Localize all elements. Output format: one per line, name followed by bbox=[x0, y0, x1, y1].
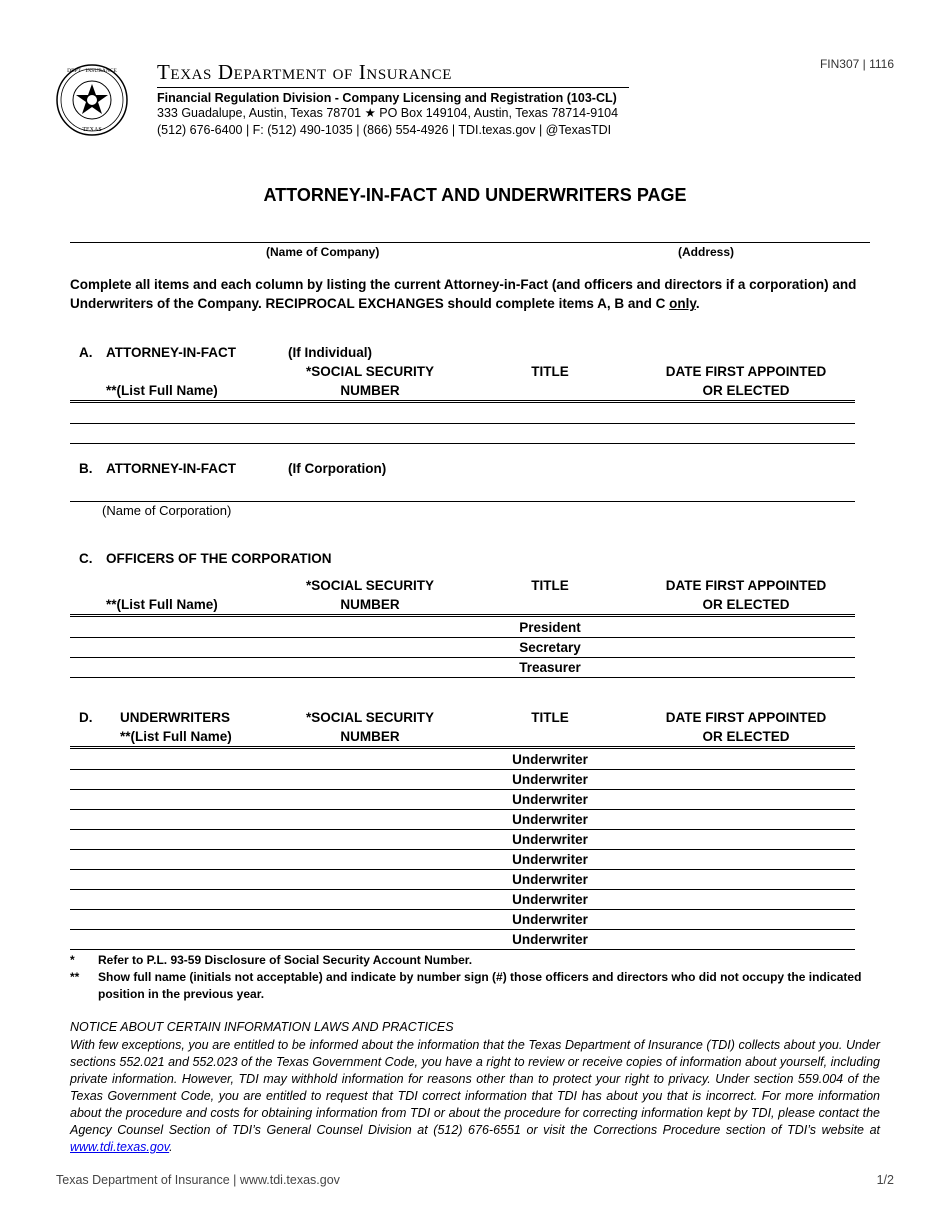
footnote-1 bbox=[70, 952, 880, 969]
notice-body bbox=[70, 1037, 880, 1156]
footer-agency: Texas Department of Insurance | www.tdi.texas.gov bbox=[56, 1173, 340, 1187]
section-a-entry-line[interactable] bbox=[70, 443, 855, 444]
footnote-2-mark: ** bbox=[70, 970, 80, 984]
page-title: ATTORNEY-IN-FACT AND UNDERWRITERS PAGE bbox=[263, 185, 687, 205]
section-d-date-header bbox=[645, 708, 847, 746]
section-b-heading: ATTORNEY-IN-FACT bbox=[106, 461, 236, 476]
underwriter-row-title: Underwriter bbox=[512, 832, 588, 847]
underwriter-row-title: Underwriter bbox=[512, 912, 588, 927]
section-c-letter: C. bbox=[79, 551, 93, 566]
section-d-name-header: **(List Full Name) bbox=[120, 729, 232, 744]
texas-seal-icon bbox=[55, 58, 129, 142]
section-a-header-rule bbox=[70, 400, 855, 404]
notice-heading: NOTICE ABOUT CERTAIN INFORMATION LAWS AND PRACTICES bbox=[70, 1020, 454, 1034]
underwriter-row-line[interactable] bbox=[70, 949, 855, 950]
footnote-2 bbox=[70, 969, 880, 1003]
ssn-header-line2: NUMBER bbox=[340, 597, 400, 612]
section-d-ssn-header bbox=[290, 708, 450, 746]
instructions-emphasis: only bbox=[669, 296, 696, 311]
section-c-name-header: **(List Full Name) bbox=[106, 597, 218, 612]
underwriter-row-title: Underwriter bbox=[512, 852, 588, 867]
section-a-heading: ATTORNEY-IN-FACT bbox=[106, 345, 236, 360]
ssn-header-line1: *SOCIAL SECURITY bbox=[305, 710, 435, 725]
officer-row-title: Treasurer bbox=[519, 660, 581, 675]
underwriter-row-line[interactable] bbox=[70, 789, 855, 790]
footnote-2-text: Show full name (initials not acceptable) and indicate by number sign (#) those officers and directors who did not occupy the indicated position in the previous year. bbox=[98, 970, 862, 1001]
ssn-header-line2: NUMBER bbox=[340, 383, 400, 398]
section-c-date-header bbox=[645, 576, 847, 614]
section-a-date-header bbox=[645, 362, 847, 400]
agency-header bbox=[157, 60, 629, 139]
ssn-header-line1: *SOCIAL SECURITY bbox=[305, 578, 435, 593]
underwriter-row-title: Underwriter bbox=[512, 892, 588, 907]
officer-row-title: Secretary bbox=[519, 640, 581, 655]
section-c-title-header: TITLE bbox=[531, 578, 569, 593]
underwriter-row-title: Underwriter bbox=[512, 872, 588, 887]
underwriter-row-title: Underwriter bbox=[512, 812, 588, 827]
date-header-line1: DATE FIRST APPOINTED bbox=[665, 710, 827, 725]
underwriter-row-line[interactable] bbox=[70, 849, 855, 850]
underwriter-row-line[interactable] bbox=[70, 869, 855, 870]
agency-name: Texas Department of Insurance bbox=[157, 60, 629, 88]
company-name-label: (Name of Company) bbox=[266, 245, 380, 259]
section-a-qualifier: (If Individual) bbox=[288, 345, 372, 360]
svg-text:DEPT · INSURANCE: DEPT · INSURANCE bbox=[67, 68, 117, 74]
section-c-header-rule bbox=[70, 614, 855, 618]
notice-text: With few exceptions, you are entitled to be informed about the information that the Texas Department of Insurance (TDI) collects about you. Under sections 552.021 and 552.023 of the Texas Government Code, you have a right to review or receive copies of information about yourself, including private information. However, TDI may withhold information for reasons other than to protect your right to privacy. Under section 559.004 of the Texas Government Code, you are entitled to request that TDI correct information that TDI has about you that is incorrect. For more information about the procedure and costs for obtaining information from TDI or about the procedure for correcting information kept by TDI, please contact the Agency Counsel Section of TDI’s General Counsel Division at (512) 676-6551 or visit the Corrections Procedure section of TDI’s website at bbox=[70, 1038, 880, 1137]
officer-row-line[interactable] bbox=[70, 677, 855, 678]
instructions bbox=[70, 275, 870, 313]
notice-end: . bbox=[169, 1140, 173, 1154]
section-d-heading: UNDERWRITERS bbox=[120, 710, 231, 725]
date-header-line2: OR ELECTED bbox=[702, 597, 790, 612]
ssn-header-line1: *SOCIAL SECURITY bbox=[305, 364, 435, 379]
underwriter-row-title: Underwriter bbox=[512, 772, 588, 787]
underwriter-row-title: Underwriter bbox=[512, 932, 588, 947]
date-header-line1: DATE FIRST APPOINTED bbox=[665, 364, 827, 379]
date-header-line1: DATE FIRST APPOINTED bbox=[665, 578, 827, 593]
ssn-header-line2: NUMBER bbox=[340, 729, 400, 744]
underwriter-row-title: Underwriter bbox=[512, 752, 588, 767]
section-d-title-header: TITLE bbox=[531, 710, 569, 725]
footnote-1-text: Refer to P.L. 93-59 Disclosure of Social Security Account Number. bbox=[98, 953, 473, 967]
agency-contact: (512) 676-6400 | F: (512) 490-1035 | (866) 554-4926 | TDI.texas.gov | @TexasTDI bbox=[157, 123, 612, 137]
underwriter-row-line[interactable] bbox=[70, 829, 855, 830]
underwriter-row-line[interactable] bbox=[70, 889, 855, 890]
svg-text:TEXAS: TEXAS bbox=[82, 127, 102, 133]
officer-row-line[interactable] bbox=[70, 637, 855, 638]
date-header-line2: OR ELECTED bbox=[702, 729, 790, 744]
company-field-line[interactable] bbox=[70, 242, 870, 243]
instructions-end: . bbox=[695, 296, 700, 311]
section-a-name-header: **(List Full Name) bbox=[106, 383, 218, 398]
footnote-1-mark: * bbox=[70, 953, 75, 967]
officer-row-line[interactable] bbox=[70, 657, 855, 658]
section-a-letter: A. bbox=[79, 345, 93, 360]
corporation-name-line[interactable] bbox=[70, 501, 855, 502]
page-number: 1/2 bbox=[876, 1173, 894, 1187]
section-b-qualifier: (If Corporation) bbox=[288, 461, 387, 476]
section-b-letter: B. bbox=[79, 461, 93, 476]
instructions-text: Complete all items and each column by listing the current Attorney-in-Fact (and officers and directors if a corporation) and Underwriters of the Company. RECIPROCAL EXCHANGES should complete items A, B and C bbox=[70, 277, 857, 311]
date-header-line2: OR ELECTED bbox=[702, 383, 790, 398]
underwriter-row-title: Underwriter bbox=[512, 792, 588, 807]
underwriter-row-line[interactable] bbox=[70, 809, 855, 810]
underwriter-row-line[interactable] bbox=[70, 769, 855, 770]
agency-division: Financial Regulation Division - Company Licensing and Registration (103-CL) bbox=[157, 91, 617, 105]
company-address-label: (Address) bbox=[678, 245, 735, 259]
section-d-letter: D. bbox=[79, 710, 93, 725]
officer-row-title: President bbox=[519, 620, 581, 635]
tdi-website-link[interactable]: www.tdi.texas.gov bbox=[70, 1140, 170, 1154]
section-a-title-header: TITLE bbox=[531, 364, 569, 379]
section-d-header-rule bbox=[70, 746, 855, 750]
agency-address: 333 Guadalupe, Austin, Texas 78701 ★ PO Box 149104, Austin, Texas 78714-9104 bbox=[157, 106, 619, 120]
underwriter-row-line[interactable] bbox=[70, 909, 855, 910]
form-id: FIN307 | 1116 bbox=[819, 57, 894, 71]
section-c-heading: OFFICERS OF THE CORPORATION bbox=[106, 551, 332, 566]
section-c-ssn-header bbox=[290, 576, 450, 614]
corporation-name-label: (Name of Corporation) bbox=[102, 503, 232, 518]
underwriter-row-line[interactable] bbox=[70, 929, 855, 930]
section-a-ssn-header bbox=[290, 362, 450, 400]
section-a-entry-line[interactable] bbox=[70, 423, 855, 424]
